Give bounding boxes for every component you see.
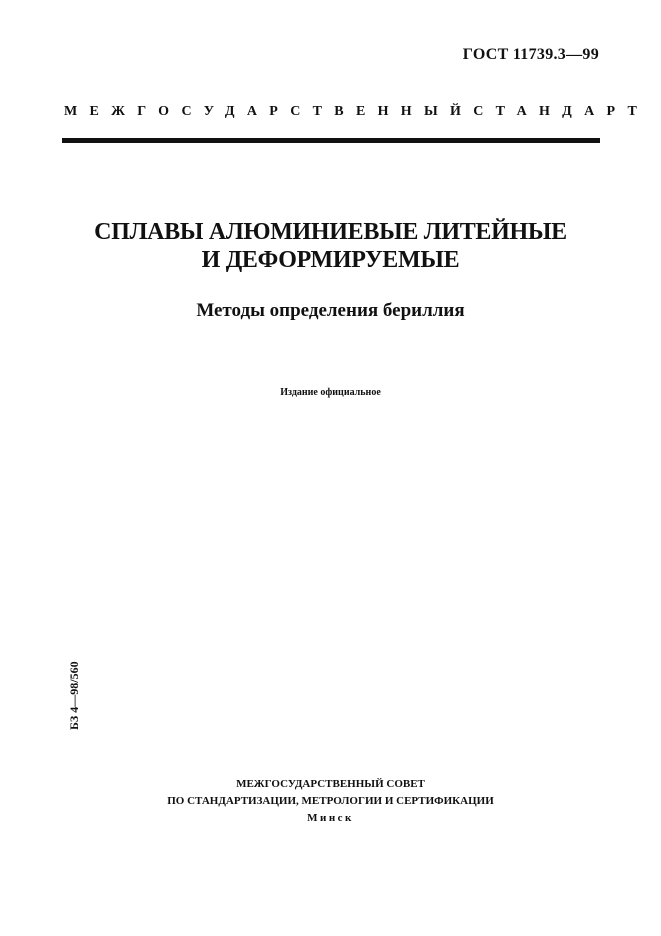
standard-type-word-standard: СТАНДАРТ — [473, 104, 650, 119]
header-divider — [62, 138, 600, 143]
margin-code: БЗ 4—98/560 — [67, 661, 81, 730]
publisher-line-2: ПО СТАНДАРТИЗАЦИИ, МЕТРОЛОГИИ И СЕРТИФИКАЦИИ — [167, 795, 494, 807]
document-subtitle: Методы определения бериллия — [196, 300, 465, 321]
standard-type-word-interstate: МЕЖГОСУДАРСТВЕННЫЙ — [64, 104, 474, 119]
publisher-line-1: МЕЖГОСУДАРСТВЕННЫЙ СОВЕТ — [236, 778, 425, 790]
title-line-1: СПЛАВЫ АЛЮМИНИЕВЫЕ ЛИТЕЙНЫЕ — [94, 219, 567, 245]
document-title — [0, 218, 661, 274]
edition-note: Издание официальное — [280, 387, 381, 398]
standard-type-heading — [64, 104, 650, 120]
publisher-city: Минск — [307, 812, 354, 824]
title-line-2: И ДЕФОРМИРУЕМЫЕ — [201, 247, 460, 273]
document-code: ГОСТ 11739.3—99 — [462, 46, 599, 63]
publisher-block — [0, 776, 661, 827]
